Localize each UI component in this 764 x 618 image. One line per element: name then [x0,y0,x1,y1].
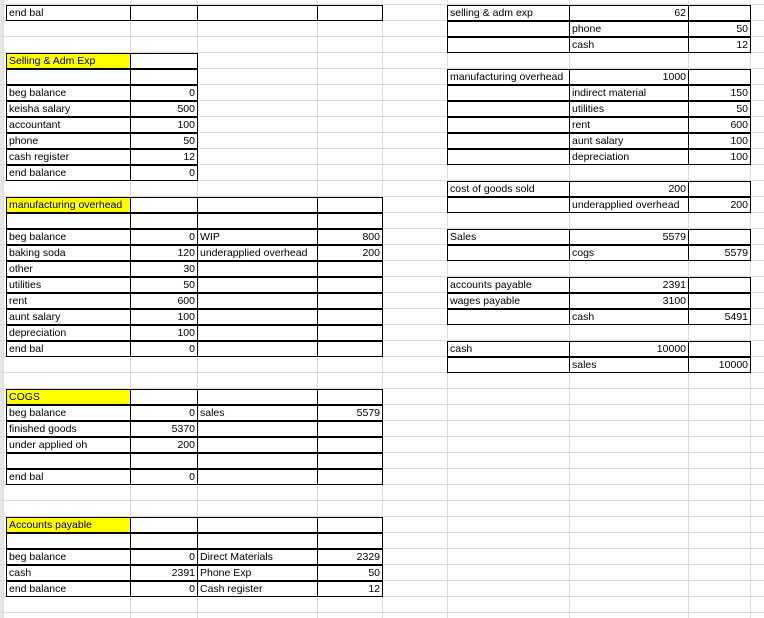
cell[interactable] [317,261,383,277]
cell[interactable]: manufacturing overhead [447,69,570,85]
cell[interactable]: utilities [6,277,131,293]
cell[interactable]: beg balance [6,85,131,101]
cell[interactable] [197,293,318,309]
cell[interactable]: accounts payable [447,277,570,293]
cell[interactable]: 12 [688,37,751,53]
cell[interactable]: cash register [6,149,131,165]
cell[interactable]: 0 [130,341,198,357]
cell[interactable]: end bal [6,5,131,21]
cell[interactable]: 10000 [569,341,689,357]
cell[interactable] [197,309,318,325]
account-title-cell[interactable]: Accounts payable [6,517,131,533]
cell[interactable]: 50 [688,21,751,37]
account-title-cell[interactable]: Selling & Adm Exp [6,53,131,69]
cell[interactable]: wages payable [447,293,570,309]
cell[interactable] [6,453,131,469]
cell[interactable]: 100 [130,309,198,325]
cell[interactable] [447,117,570,133]
cell[interactable] [447,245,570,261]
cell[interactable] [317,517,383,533]
cell[interactable]: 5579 [688,245,751,261]
cell[interactable]: beg balance [6,405,131,421]
cell[interactable] [317,453,383,469]
cell[interactable]: aunt salary [6,309,131,325]
cell[interactable]: cost of goods sold [447,181,570,197]
cell[interactable] [130,197,198,213]
cell[interactable]: 50 [130,277,198,293]
cell[interactable] [317,341,383,357]
cell[interactable] [197,197,318,213]
cell[interactable] [688,181,751,197]
cell[interactable] [130,69,198,85]
cell[interactable]: 150 [688,85,751,101]
cell[interactable]: cash [6,565,131,581]
cell[interactable]: under applied oh [6,437,131,453]
cell[interactable]: keisha salary [6,101,131,117]
cell[interactable]: phone [569,21,689,37]
cell[interactable] [130,533,198,549]
cell[interactable]: 30 [130,261,198,277]
cell[interactable] [688,293,751,309]
cell[interactable] [6,69,131,85]
cell[interactable] [317,197,383,213]
cell[interactable]: 2391 [569,277,689,293]
cell[interactable]: WIP [197,229,318,245]
cell[interactable] [197,213,318,229]
cell[interactable]: 100 [688,133,751,149]
cell[interactable]: cash [569,309,689,325]
cell[interactable]: 600 [688,117,751,133]
cell[interactable]: 1000 [569,69,689,85]
cell[interactable] [688,341,751,357]
cell[interactable] [197,261,318,277]
cell[interactable]: 5370 [130,421,198,437]
cell[interactable] [197,437,318,453]
cell[interactable]: rent [6,293,131,309]
cell[interactable]: Direct Materials [197,549,318,565]
cell[interactable]: 2329 [317,549,383,565]
cell[interactable] [197,325,318,341]
cell[interactable]: beg balance [6,229,131,245]
cell[interactable] [688,229,751,245]
cell[interactable] [197,277,318,293]
cell[interactable]: underapplied overhead [569,197,689,213]
cell[interactable]: 500 [130,101,198,117]
cell[interactable] [317,469,383,485]
cell[interactable] [317,421,383,437]
cell[interactable]: 5579 [569,229,689,245]
cell[interactable] [447,149,570,165]
cell[interactable]: 2391 [130,565,198,581]
cell[interactable]: phone [6,133,131,149]
cell[interactable] [447,133,570,149]
cell[interactable]: end balance [6,165,131,181]
cell[interactable] [317,5,383,21]
cell[interactable]: selling & adm exp [447,5,570,21]
cell[interactable] [317,437,383,453]
cell[interactable] [197,389,318,405]
cell[interactable]: 120 [130,245,198,261]
cell[interactable]: 100 [130,117,198,133]
cell[interactable] [447,309,570,325]
cell[interactable]: 5491 [688,309,751,325]
cell[interactable]: aunt salary [569,133,689,149]
cell[interactable]: 600 [130,293,198,309]
cell[interactable]: 200 [130,437,198,453]
cell[interactable]: 10000 [688,357,751,373]
cell[interactable]: 0 [130,549,198,565]
cell[interactable]: 100 [688,149,751,165]
cell[interactable] [447,21,570,37]
cell[interactable]: 0 [130,405,198,421]
cell[interactable]: sales [197,405,318,421]
cell[interactable]: 0 [130,581,198,597]
cell[interactable]: end balance [6,581,131,597]
cell[interactable] [197,453,318,469]
cell[interactable] [447,197,570,213]
cell[interactable] [317,533,383,549]
cell[interactable] [447,357,570,373]
cell[interactable]: 0 [130,229,198,245]
cell[interactable]: 200 [688,197,751,213]
cell[interactable]: 0 [130,165,198,181]
cell[interactable] [447,85,570,101]
cell[interactable] [197,341,318,357]
cell[interactable]: cash [569,37,689,53]
cell[interactable] [197,421,318,437]
cell[interactable]: depreciation [569,149,689,165]
cell[interactable] [6,213,131,229]
cell[interactable]: 12 [317,581,383,597]
cell[interactable] [6,533,131,549]
cell[interactable] [130,517,198,533]
cell[interactable] [317,277,383,293]
cell[interactable] [317,293,383,309]
cell[interactable]: Phone Exp [197,565,318,581]
cell[interactable]: utilities [569,101,689,117]
cell[interactable] [688,5,751,21]
cell[interactable] [688,277,751,293]
cell[interactable] [130,453,198,469]
cell[interactable]: Sales [447,229,570,245]
cell[interactable]: 5579 [317,405,383,421]
cell[interactable]: end bal [6,341,131,357]
column-gridline [3,0,4,618]
cell[interactable] [688,69,751,85]
cell[interactable]: 100 [130,325,198,341]
cell[interactable]: depreciation [6,325,131,341]
cell[interactable] [197,533,318,549]
cell[interactable]: 12 [130,149,198,165]
cell[interactable]: underapplied overhead [197,245,318,261]
cell[interactable]: 800 [317,229,383,245]
cell[interactable] [447,101,570,117]
cell[interactable] [197,5,318,21]
cell[interactable] [317,389,383,405]
cell[interactable]: 50 [688,101,751,117]
cell[interactable]: cash [447,341,570,357]
cell[interactable]: finished goods [6,421,131,437]
cell[interactable] [197,517,318,533]
cell[interactable]: end bal [6,469,131,485]
cell[interactable]: 0 [130,85,198,101]
cell[interactable] [130,53,198,69]
cell[interactable]: 200 [317,245,383,261]
cell[interactable]: beg balance [6,549,131,565]
cell[interactable]: indirect material [569,85,689,101]
cell[interactable]: cogs [569,245,689,261]
cell[interactable]: Cash register [197,581,318,597]
account-title-cell[interactable]: COGS [6,389,131,405]
cell[interactable] [447,37,570,53]
cell[interactable]: 50 [130,133,198,149]
cell[interactable] [130,213,198,229]
cell[interactable]: 3100 [569,293,689,309]
cell[interactable]: other [6,261,131,277]
cell[interactable]: 0 [130,469,198,485]
cell[interactable] [197,469,318,485]
cell[interactable] [317,213,383,229]
cell[interactable] [130,389,198,405]
cell[interactable]: accountant [6,117,131,133]
cell[interactable]: rent [569,117,689,133]
cell[interactable]: baking soda [6,245,131,261]
cell[interactable]: 200 [569,181,689,197]
cell[interactable] [317,325,383,341]
cell[interactable]: 62 [569,5,689,21]
cell[interactable] [130,5,198,21]
account-title-cell[interactable]: manufacturing overhead [6,197,131,213]
cell[interactable]: sales [569,357,689,373]
cell[interactable]: 50 [317,565,383,581]
cell[interactable] [317,309,383,325]
